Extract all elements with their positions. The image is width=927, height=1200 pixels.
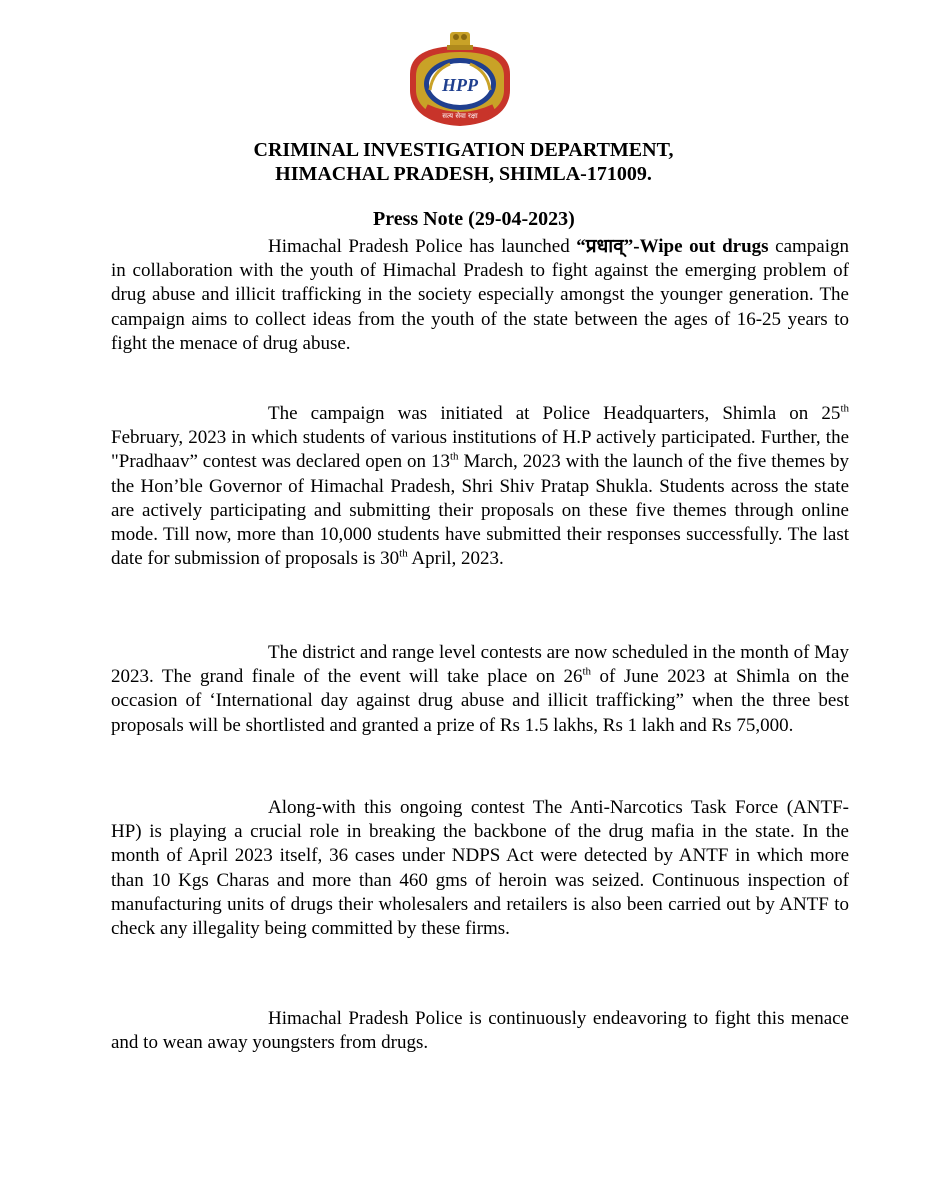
department-title-line-2: HIMACHAL PRADESH, SHIMLA-171009. <box>275 163 652 185</box>
press-note-title: Press Note (29-04-2023) <box>373 208 575 230</box>
paragraph-closing: Himachal Pradesh Police is continuously endeavoring to fight this menace and to wean away youngsters from drugs. <box>111 1008 849 1054</box>
campaign-name: “प्रधाव्”-Wipe out drugs <box>576 236 769 257</box>
paragraph-campaign-initiation: The campaign was initiated at Police Headquarters, Shimla on 25th February, 2023 in which students of various institutions of H.P actively participated. Further, the "Pradhaav” contest was declared open on 13th March, 2023 with the launch of the five themes by the Hon’ble Governor of Himachal Pradesh, Shri Shiv Pratap Shukla. Students across the state are actively participating and submitting their proposals on these five themes through online mode. Till now, more than 10,000 students have submitted their responses successfully. The last date for submission of proposals is 30th April, 2023. <box>111 402 849 570</box>
paragraph-contest-schedule: The district and range level contests are now scheduled in the month of May 2023. The grand finale of the event will take place on 26th of June 2023 at Shimla on the occasion of ‘International day against drug abuse and illicit trafficking” when the three best proposals will be shortlisted and granted a prize of Rs 1.5 lakhs, Rs 1 lakh and Rs 75,000. <box>111 642 849 736</box>
paragraph-campaign-launch: Himachal Pradesh Police has launched “प्रधाव्”-Wipe out drugs campaign in collaboration with the youth of Himachal Pradesh to fight against the emerging problem of drug abuse and illicit trafficking in the society especially amongst the younger generation. The campaign aims to collect ideas from the youth of the state between the ages of 16-25 years to fight the menace of drug abuse. <box>111 236 849 354</box>
department-title-line-1: CRIMINAL INVESTIGATION DEPARTMENT, <box>253 139 674 161</box>
svg-text:सत्य सेवा रक्षा: सत्य सेवा रक्षा <box>442 112 478 120</box>
hp-police-emblem <box>404 30 516 130</box>
paragraph-antf: Along-with this ongoing contest The Anti-Narcotics Task Force (ANTF-HP) is playing a crucial role in breaking the backbone of the drug mafia in the state. In the month of April 2023 itself, 36 cases under NDPS Act were detected by ANTF in which more than 10 Kgs Charas and more than 460 gms of heroin was seized. Continuous inspection of manufacturing units of drugs their wholesalers and retailers is also been carried out by ANTF to check any illegality being committed by these firms. <box>111 797 849 940</box>
svg-text:HPP: HPP <box>442 75 478 95</box>
